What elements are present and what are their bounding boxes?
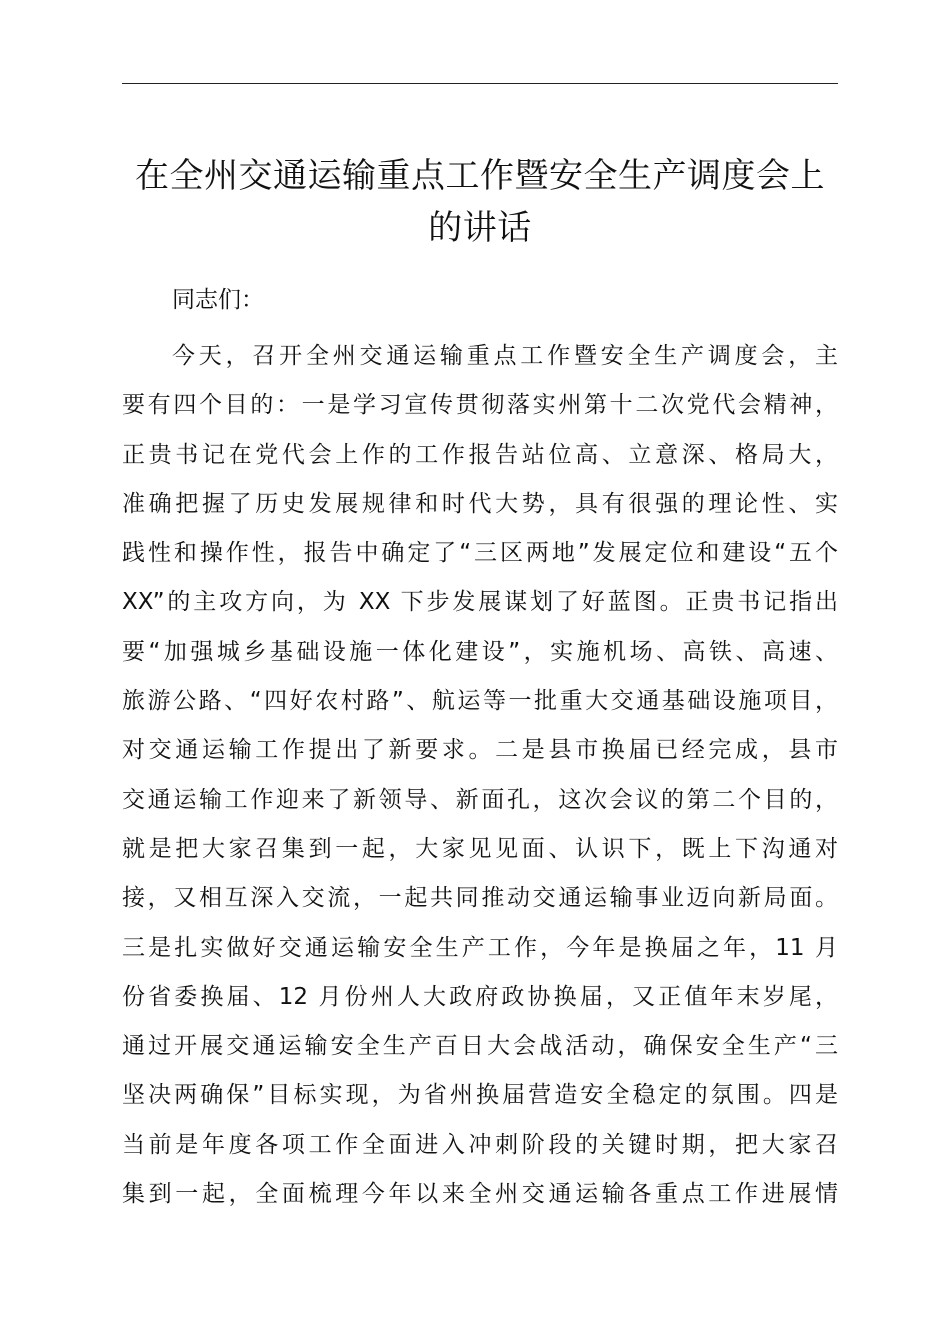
body-line: 准确把握了历史发展规律和时代大势，具有很强的理论性、实 [122,490,838,517]
body-line: 坚决两确保”目标实现，为省州换届营造安全稳定的氛围。四是 [122,1082,838,1109]
body-line: XX”的主攻方向，为 XX 下步发展谋划了好蓝图。正贵书记指出 [122,589,838,616]
body-line: 就是把大家召集到一起，大家见见面、认识下，既上下沟通对 [122,835,838,862]
salutation: 同志们： [172,287,264,313]
body-line: 交通运输工作迎来了新领导、新面孔，这次会议的第二个目的， [122,786,838,813]
body-line: 通过开展交通运输安全生产百日大会战活动，确保安全生产“三 [122,1033,838,1060]
body-line: 要“加强城乡基础设施一体化建设”，实施机场、高铁、高速、 [122,638,838,665]
body-line: 三是扎实做好交通运输安全生产工作，今年是换届之年，11 月 [122,934,838,961]
body-line: 今天，召开全州交通运输重点工作暨安全生产调度会，主 [172,343,838,369]
body-paragraph [122,332,838,1219]
body-line: 正贵书记在党代会上作的工作报告站位高、立意深、格局大， [122,441,838,468]
body-line: 接，又相互深入交流，一起共同推动交通运输事业迈向新局面。 [122,885,838,912]
body-line: 份省委换届、12 月份州人大政府政协换届，又正值年末岁尾， [122,983,838,1010]
body-line: 旅游公路、“四好农村路”、航运等一批重大交通基础设施项目， [122,688,838,715]
body-line: 当前是年度各项工作全面进入冲刺阶段的关键时期，把大家召 [122,1131,838,1158]
title-line: 的讲话 [428,208,532,248]
document-title [122,150,838,254]
body-line: 对交通运输工作提出了新要求。二是县市换届已经完成，县市 [122,737,838,764]
title-line: 在全州交通运输重点工作暨安全生产调度会上 [135,156,825,196]
body-line: 集到一起，全面梳理今年以来全州交通运输各重点工作进展情 [122,1181,838,1208]
body-line: 要有四个目的：一是学习宣传贯彻落实州第十二次党代会精神， [122,392,838,419]
body-line: 践性和操作性，报告中确定了“三区两地”发展定位和建设“五个 [122,540,838,567]
header-rule [122,83,838,84]
